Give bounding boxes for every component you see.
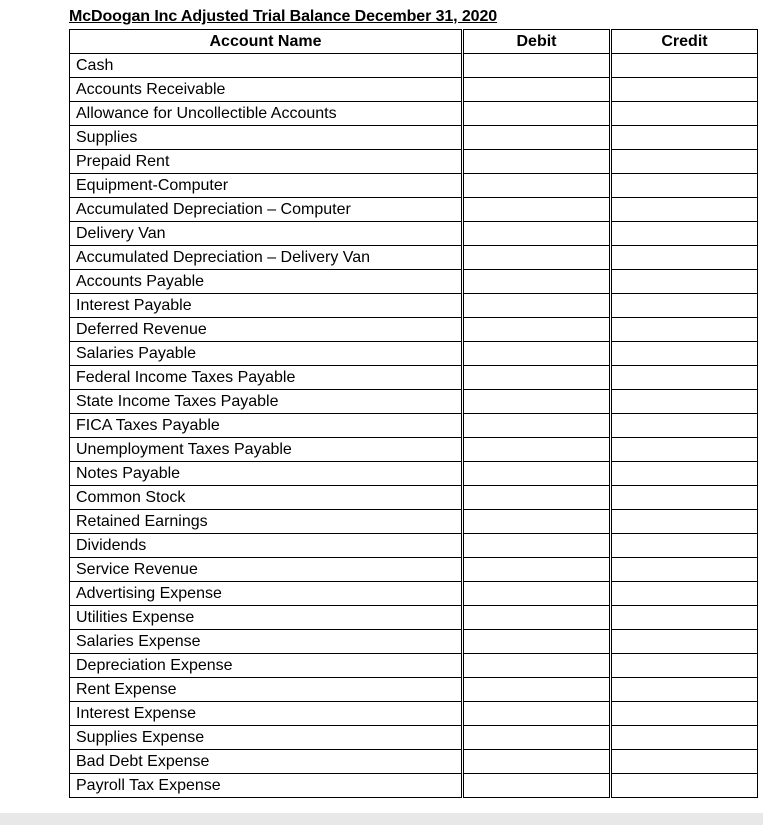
credit-cell[interactable] xyxy=(612,366,758,390)
account-name-cell: Advertising Expense xyxy=(70,582,462,606)
credit-cell[interactable] xyxy=(612,198,758,222)
table-row xyxy=(70,510,758,534)
credit-header: Credit xyxy=(612,30,758,54)
credit-cell[interactable] xyxy=(612,438,758,462)
debit-cell[interactable] xyxy=(464,678,610,702)
credit-cell[interactable] xyxy=(612,54,758,78)
debit-cell[interactable] xyxy=(464,198,610,222)
account-name-cell: Depreciation Expense xyxy=(70,654,462,678)
account-name-cell: Cash xyxy=(70,54,462,78)
table-row xyxy=(70,174,758,198)
account-name-cell: Allowance for Uncollectible Accounts xyxy=(70,102,462,126)
table-row xyxy=(70,126,758,150)
debit-cell[interactable] xyxy=(464,150,610,174)
table-row xyxy=(70,78,758,102)
account-name-cell: Payroll Tax Expense xyxy=(70,774,462,798)
credit-cell[interactable] xyxy=(612,342,758,366)
account-name-cell: Deferred Revenue xyxy=(70,318,462,342)
debit-cell[interactable] xyxy=(464,102,610,126)
account-name-cell: State Income Taxes Payable xyxy=(70,390,462,414)
debit-cell[interactable] xyxy=(464,222,610,246)
credit-cell[interactable] xyxy=(612,150,758,174)
account-name-cell: Interest Payable xyxy=(70,294,462,318)
credit-cell[interactable] xyxy=(612,750,758,774)
credit-cell[interactable] xyxy=(612,294,758,318)
table-row xyxy=(70,606,758,630)
debit-cell[interactable] xyxy=(464,582,610,606)
table-row xyxy=(70,222,758,246)
credit-cell[interactable] xyxy=(612,558,758,582)
account-name-cell: Notes Payable xyxy=(70,462,462,486)
table-row xyxy=(70,414,758,438)
account-name-cell: Retained Earnings xyxy=(70,510,462,534)
account-name-cell: Interest Expense xyxy=(70,702,462,726)
account-name-cell: Prepaid Rent xyxy=(70,150,462,174)
account-name-cell: Accumulated Depreciation – Computer xyxy=(70,198,462,222)
debit-cell[interactable] xyxy=(464,510,610,534)
header-row xyxy=(70,30,758,54)
debit-cell[interactable] xyxy=(464,414,610,438)
account-name-cell: Utilities Expense xyxy=(70,606,462,630)
credit-cell[interactable] xyxy=(612,630,758,654)
credit-cell[interactable] xyxy=(612,606,758,630)
debit-cell[interactable] xyxy=(464,702,610,726)
table-row xyxy=(70,294,758,318)
table-row xyxy=(70,558,758,582)
account-name-cell: Accounts Payable xyxy=(70,270,462,294)
table-row xyxy=(70,726,758,750)
credit-cell[interactable] xyxy=(612,462,758,486)
credit-cell[interactable] xyxy=(612,414,758,438)
debit-cell[interactable] xyxy=(464,462,610,486)
account-name-cell: Dividends xyxy=(70,534,462,558)
debit-cell[interactable] xyxy=(464,366,610,390)
credit-cell[interactable] xyxy=(612,390,758,414)
credit-cell[interactable] xyxy=(612,270,758,294)
table-row xyxy=(70,654,758,678)
credit-cell[interactable] xyxy=(612,318,758,342)
credit-cell[interactable] xyxy=(612,246,758,270)
debit-cell[interactable] xyxy=(464,270,610,294)
table-row xyxy=(70,270,758,294)
credit-cell[interactable] xyxy=(612,174,758,198)
table-row xyxy=(70,702,758,726)
table-row xyxy=(70,534,758,558)
debit-cell[interactable] xyxy=(464,294,610,318)
credit-cell[interactable] xyxy=(612,78,758,102)
account-name-cell: Accumulated Depreciation – Delivery Van xyxy=(70,246,462,270)
account-name-cell: FICA Taxes Payable xyxy=(70,414,462,438)
table-row xyxy=(70,582,758,606)
table-row xyxy=(70,462,758,486)
credit-cell[interactable] xyxy=(612,726,758,750)
table-row xyxy=(70,390,758,414)
credit-cell[interactable] xyxy=(612,702,758,726)
table-row xyxy=(70,630,758,654)
account-name-cell: Rent Expense xyxy=(70,678,462,702)
account-name-cell: Equipment-Computer xyxy=(70,174,462,198)
credit-cell[interactable] xyxy=(612,774,758,798)
credit-cell[interactable] xyxy=(612,102,758,126)
debit-cell[interactable] xyxy=(464,126,610,150)
trial-balance-table xyxy=(69,29,758,798)
debit-header: Debit xyxy=(464,30,610,54)
credit-cell[interactable] xyxy=(612,222,758,246)
table-row xyxy=(70,774,758,798)
account-name-cell: Service Revenue xyxy=(70,558,462,582)
table-row xyxy=(70,366,758,390)
table-row xyxy=(70,246,758,270)
debit-cell[interactable] xyxy=(464,726,610,750)
debit-cell[interactable] xyxy=(464,54,610,78)
credit-cell[interactable] xyxy=(612,126,758,150)
debit-cell[interactable] xyxy=(464,750,610,774)
debit-cell[interactable] xyxy=(464,558,610,582)
debit-cell[interactable] xyxy=(464,630,610,654)
table-row xyxy=(70,438,758,462)
debit-cell[interactable] xyxy=(464,774,610,798)
table-row xyxy=(70,342,758,366)
account-name-cell: Supplies xyxy=(70,126,462,150)
debit-cell[interactable] xyxy=(464,78,610,102)
table-row xyxy=(70,318,758,342)
credit-cell[interactable] xyxy=(612,510,758,534)
credit-cell[interactable] xyxy=(612,678,758,702)
debit-cell[interactable] xyxy=(464,246,610,270)
table-row xyxy=(70,678,758,702)
account-name-cell: Salaries Expense xyxy=(70,630,462,654)
account-name-cell: Common Stock xyxy=(70,486,462,510)
debit-cell[interactable] xyxy=(464,318,610,342)
account-name-cell: Salaries Payable xyxy=(70,342,462,366)
credit-cell[interactable] xyxy=(612,534,758,558)
account-name-cell: Federal Income Taxes Payable xyxy=(70,366,462,390)
debit-cell[interactable] xyxy=(464,486,610,510)
debit-cell[interactable] xyxy=(464,606,610,630)
bottom-scroll-bar xyxy=(0,813,763,825)
account-name-header: Account Name xyxy=(70,30,462,54)
credit-cell[interactable] xyxy=(612,582,758,606)
table-row xyxy=(70,102,758,126)
table-row xyxy=(70,150,758,174)
debit-cell[interactable] xyxy=(464,654,610,678)
table-row xyxy=(70,750,758,774)
account-name-cell: Unemployment Taxes Payable xyxy=(70,438,462,462)
credit-cell[interactable] xyxy=(612,486,758,510)
debit-cell[interactable] xyxy=(464,342,610,366)
table-body xyxy=(70,54,758,798)
table-row xyxy=(70,198,758,222)
debit-cell[interactable] xyxy=(464,438,610,462)
account-name-cell: Delivery Van xyxy=(70,222,462,246)
debit-cell[interactable] xyxy=(464,390,610,414)
account-name-cell: Accounts Receivable xyxy=(70,78,462,102)
account-name-cell: Supplies Expense xyxy=(70,726,462,750)
document-title: McDoogan Inc Adjusted Trial Balance December 31, 2020 xyxy=(69,8,498,25)
table-row xyxy=(70,54,758,78)
table-row xyxy=(70,486,758,510)
credit-cell[interactable] xyxy=(612,654,758,678)
debit-cell[interactable] xyxy=(464,534,610,558)
debit-cell[interactable] xyxy=(464,174,610,198)
account-name-cell: Bad Debt Expense xyxy=(70,750,462,774)
